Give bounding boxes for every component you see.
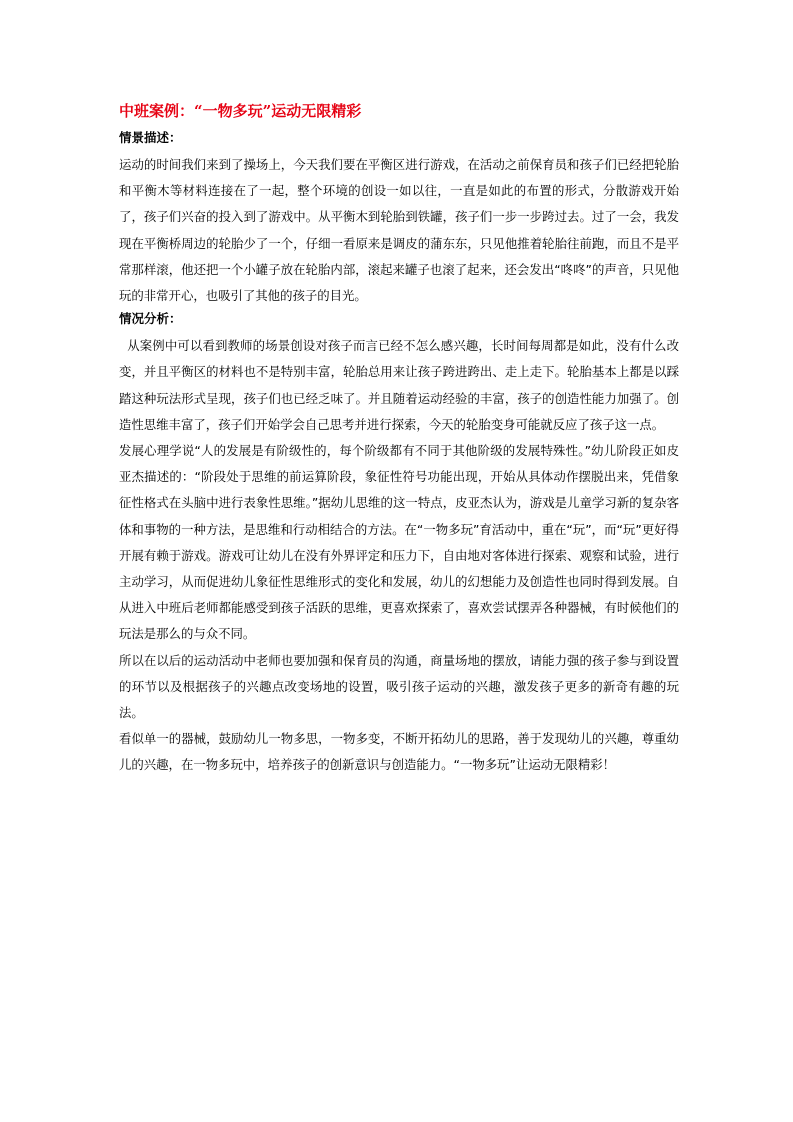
analysis-paragraph-4: 看似单一的器械，鼓励幼儿一物多思，一物多变，不断开拓幼儿的思路，善于发现幼儿的兴趣，尊重幼儿的兴趣，在一物多玩中，培养孩子的创新意识与创造能力。“一物多玩”让运动无限精彩！ xyxy=(119,731,679,773)
analysis-paragraph-1: 从案例中可以看到教师的场景创设对孩子而言已经不怎么感兴趣，长时间每周都是如此，没有什么改变，并且平衡区的材料也不是特别丰富，轮胎总用来让孩子跨进跨出、走上走下。轮胎基本上都是以踩踏这种玩法形式呈现，孩子们也已经乏味了。并且随着运动经验的丰富，孩子的创造性能力加强了。创造性思维丰富了，孩子们开始学会自己思考并进行探索，今天的轮胎变身可能就反应了孩子这一点。 xyxy=(119,338,679,432)
scenario-paragraph: 运动的时间我们来到了操场上，今天我们要在平衡区进行游戏，在活动之前保育员和孩子们已经把轮胎和平衡木等材料连接在了一起，整个环境的创设一如以往，一直是如此的布置的形式，分散游戏开始了，孩子们兴奋的投入到了游戏中。从平衡木到轮胎到铁罐，孩子们一步一步跨过去。过了一会，我发现在平衡桥周边的轮胎少了一个，仔细一看原来是调皮的蒲东东，只见他推着轮胎往前跑，而且不是平常那样滚，他还把一个小罐子放在轮胎内部，滚起来罐子也滚了起来，还会发出“咚咚”的声音，只见他玩的非常开心，也吸引了其他的孩子的目光。 xyxy=(119,157,679,304)
document-page xyxy=(119,98,679,779)
analysis-paragraph-3: 所以在以后的运动活动中老师也要加强和保育员的沟通，商量场地的摆放，请能力强的孩子参与到设置的环节以及根据孩子的兴趣点改变场地的设置，吸引孩子运动的兴趣，激发孩子更多的新奇有趣的玩法。 xyxy=(119,652,679,721)
document-title: 中班案例：“一物多玩”运动无限精彩 xyxy=(119,102,362,120)
section-heading-analysis: 情况分析： xyxy=(119,311,182,327)
section-heading-scenario: 情景描述： xyxy=(119,130,182,145)
analysis-paragraph-2: 发展心理学说“人的发展是有阶级性的，每个阶级都有不同于其他阶级的发展特殊性。”幼儿阶段正如皮亚杰描述的：“阶段处于思维的前运算阶段，象征性符号功能出现，开始从具体动作摆脱出来，凭借象征性格式在头脑中进行表象性思维。”据幼儿思维的这一特点，皮亚杰认为，游戏是儿童学习新的复杂客体和事物的一种方法，是思维和行动相结合的方法。在“一物多玩”育活动中，重在“玩”，而“玩”更好得开展有赖于游戏。游戏可让幼儿在没有外界评定和压力下，自由地对客体进行探索、观察和试验，进行主动学习，从而促进幼儿象征性思维形式的变化和发展，幼儿的幻想能力及创造性也同时得到发展。自从进入中班后老师都能感受到孩子活跃的思维，更喜欢探索了，喜欢尝试摆弄各种器械，有时候他们的玩法是那么的与众不同。 xyxy=(119,443,679,642)
